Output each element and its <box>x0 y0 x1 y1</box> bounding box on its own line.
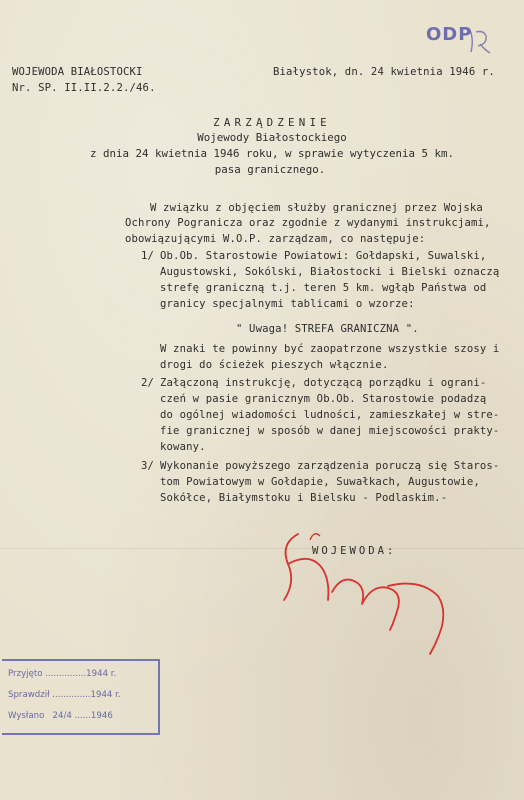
stamp-sent-line: Wysłano 24/4 ......1946 <box>8 711 113 721</box>
reference-number: Nr. SP. II.II.2.2./46. <box>12 82 156 94</box>
title-issuer-line: Wojewody Białostockiego <box>197 131 347 144</box>
point-1-line-2: Augustowski, Sokólski, Białostocki i Bielski oznaczą <box>160 266 500 278</box>
odp-stamp: ODP <box>426 24 473 45</box>
signatory-title: WOJEWODA: <box>312 545 397 557</box>
registry-stamp <box>2 659 160 735</box>
point-2-line-3: do ogólnej wiadomości ludności, zamieszkałej w stre- <box>160 409 500 421</box>
point-2-number: 2/ <box>141 377 155 389</box>
point-1-after-line-1: W znaki te powinny być zaopatrzone wszystkie szosy i <box>160 343 500 355</box>
point-1-line-4: granicy specjalnymi tablicami o wzorze: <box>160 298 415 310</box>
stamp-received-line: Przyjęto ...............1944 r. <box>8 669 117 679</box>
title-subject-line: z dnia 24 kwietnia 1946 roku, w sprawie wytyczenia 5 km. <box>89 147 454 160</box>
point-1-line-3: strefę graniczną t.j. teren 5 km. wgłąb Państwa od <box>160 282 487 294</box>
handwritten-signature-icon <box>270 522 460 662</box>
title-subject-line-end: pasa granicznego. <box>214 163 326 176</box>
point-3-line-2: tom Powiatowym w Gołdapie, Suwałkach, Augustowie, <box>160 476 480 488</box>
intro-line-2: Ochrony Pogranicza oraz zgodnie z wydanymi instrukcjami, <box>125 217 491 229</box>
point-1-number: 1/ <box>141 250 155 262</box>
point-2-line-4: fie granicznej w sposób w danej miejscowości prakty- <box>160 425 500 437</box>
stamp-checked-line: Sprawdził ..............1944 r. <box>8 690 121 700</box>
point-1-line-1: Ob.Ob. Starostowie Powiatowi: Gołdapski, Suwalski, <box>160 250 487 262</box>
place-and-date: Białystok, dn. 24 kwietnia 1946 r. <box>273 66 495 78</box>
intro-line-3: obowiązującymi W.O.P. zarządzam, co następuje: <box>125 233 426 245</box>
point-3-number: 3/ <box>141 460 155 472</box>
stamp-handwritten-mark-icon <box>464 26 494 56</box>
issuer-name: WOJEWODA BIAŁOSTOCKI <box>12 66 143 78</box>
point-2-line-1: Załączoną instrukcję, dotyczącą porządku i ograni- <box>160 377 487 389</box>
point-2-line-2: czeń w pasie granicznym Ob.Ob. Starostowie podadzą <box>160 393 487 405</box>
intro-line-1: W związku z objęciem służby granicznej przez Wojska <box>150 202 483 214</box>
point-3-line-3: Sokółce, Białymstoku i Bielsku - Podlaskim.- <box>160 492 448 504</box>
point-1-after-line-2: drogi do ścieżek pieszych włącznie. <box>160 359 389 371</box>
point-3-line-1: Wykonanie powyższego zarządzenia poruczą się Staros- <box>160 460 500 472</box>
document-title: ZARZĄDZENIE <box>213 116 331 129</box>
point-2-line-5: kowany. <box>160 441 206 453</box>
border-sign-text: " Uwaga! STREFA GRANICZNA ". <box>236 323 419 335</box>
